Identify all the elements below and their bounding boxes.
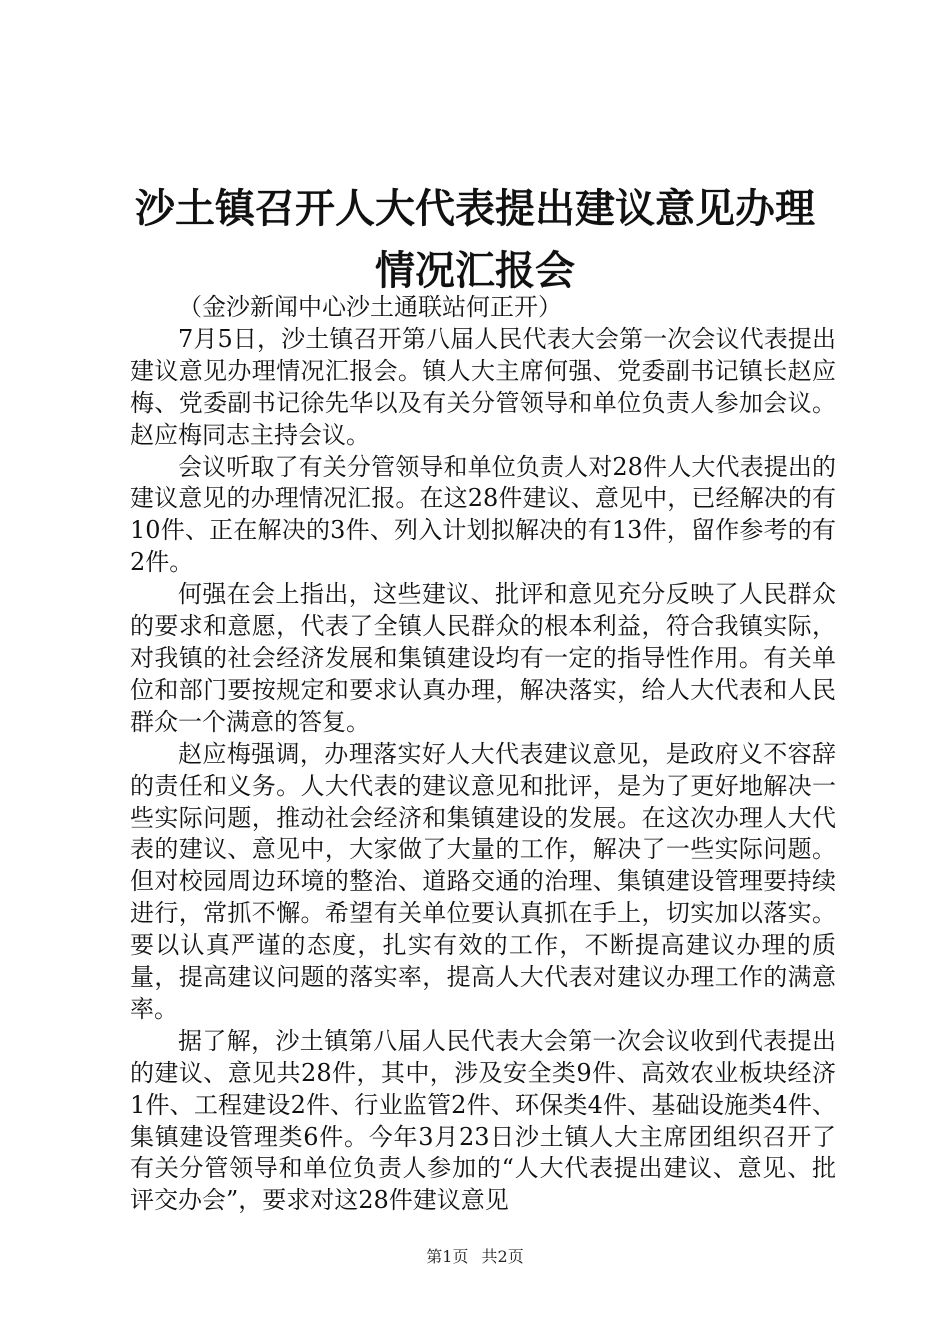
- document-body: [130, 292, 836, 1217]
- page-footer: [0, 1244, 950, 1267]
- page-number: 第1页: [426, 1247, 469, 1266]
- document-title: 沙土镇召开人大代表提出建议意见办理情况汇报会: [135, 185, 815, 294]
- byline: （金沙新闻中心沙土通联站何正开）: [178, 293, 562, 321]
- paragraph-1: 7月5日，沙土镇召开第八届人民代表大会第一次会议代表提出建议意见办理情况汇报会。镇人大主席何强、党委副书记镇长赵应梅、党委副书记徐先华以及有关分管领导和单位负责人参加会议。赵应梅同志主持会议。: [130, 324, 836, 449]
- paragraph-4: 赵应梅强调，办理落实好人大代表建议意见，是政府义不容辞的责任和义务。人大代表的建议意见和批评，是为了更好地解决一些实际问题，推动社会经济和集镇建设的发展。在这次办理人大代表的建议、意见中，大家做了大量的工作，解决了一些实际问题。但对校园周边环境的整治、道路交通的治理、集镇建设管理要持续进行，常抓不懈。希望有关单位要认真抓在手上，切实加以落实。要以认真严谨的态度，扎实有效的工作，不断提高建议办理的质量，提高建议问题的落实率，提高人大代表对建议办理工作的满意率。: [130, 739, 836, 1023]
- paragraph-5: 据了解，沙土镇第八届人民代表大会第一次会议收到代表提出的建议、意见共28件，其中，涉及安全类9件、高效农业板块经济1件、工程建设2件、行业监管2件、环保类4件、基础设施类4件、集镇建设管理类6件。今年3月23日沙土镇人大主席团组织召开了有关分管领导和单位负责人参加的“人大代表提出建议、意见、批评交办会”，要求对这28件建议意见: [130, 1026, 836, 1215]
- paragraph-3: 何强在会上指出，这些建议、批评和意见充分反映了人民群众的要求和意愿，代表了全镇人民群众的根本利益，符合我镇实际，对我镇的社会经济发展和集镇建设均有一定的指导性作用。有关单位和部门要按规定和要求认真办理，解决落实，给人大代表和人民群众一个满意的答复。: [130, 580, 836, 736]
- paragraph-2: 会议听取了有关分管领导和单位负责人对28件人大代表提出的建议意见的办理情况汇报。在这28件建议、意见中，已经解决的有10件、正在解决的3件、列入计划拟解决的有13件，留作参考的有2件。: [130, 452, 836, 577]
- page-total: 共2页: [481, 1247, 524, 1266]
